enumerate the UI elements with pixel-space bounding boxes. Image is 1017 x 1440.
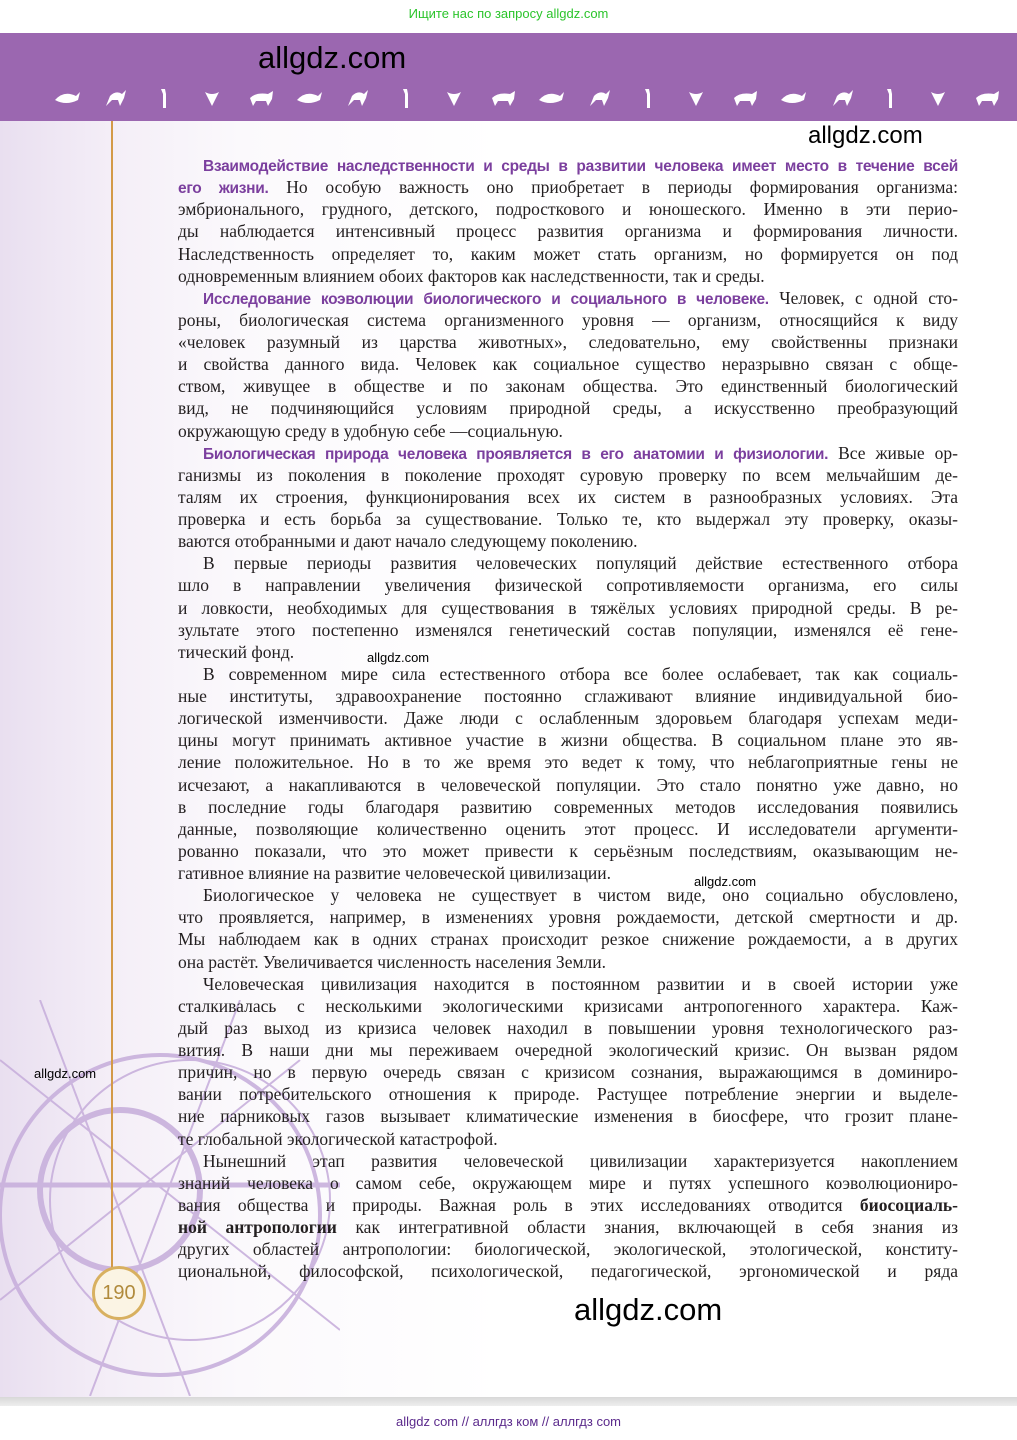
text-line: эмбрионального, грудного, детского, подросткового и юношеского. Именно в эти перио- xyxy=(178,199,958,220)
text-run: Но особую важность оно приобретает в периоды формирования организма: xyxy=(268,177,958,198)
text-line: ление положительное. Но в то же время это ведет к тому, что неблагоприятные гены не xyxy=(178,752,958,773)
scorpion-icon xyxy=(488,86,518,110)
text-line: те глобальной экологической катастрофой. xyxy=(178,1128,498,1149)
text-line: ваются отобранными и дают начало следующему поколению. xyxy=(178,531,638,552)
text-line: талям их строения, функционирования всех их систем в разнообразных условиях. Эта xyxy=(178,486,958,507)
animal-icon-strip xyxy=(52,86,1002,110)
text-line: других областей антропологии: биологической, экологической, этологической, конститу- xyxy=(178,1239,958,1260)
butterfly-icon xyxy=(391,86,421,110)
text-line: циональной, философской, психологической, педагогической, эргономической и ряда xyxy=(178,1261,958,1282)
watermark: allgdz.com xyxy=(34,1066,97,1081)
text-line xyxy=(178,442,958,464)
insect-icon xyxy=(197,86,227,110)
text-line: сталкивалась с несколькими экологическими кризисами антропогенного характера. Каж- xyxy=(178,995,958,1016)
text-line xyxy=(178,287,958,309)
section-lead: Биологическая природа человека проявляется в его анатомии и физиологии. xyxy=(203,445,829,463)
text-line: знаний человека о самом себе, окружающем мире и путях успешного коэволюциониро- xyxy=(178,1172,958,1193)
dolphin-icon xyxy=(52,86,82,110)
bison-icon xyxy=(246,86,276,110)
section-lead: его жизни. xyxy=(178,180,269,198)
antelope-icon xyxy=(681,86,711,110)
text-line xyxy=(178,154,958,176)
deco-circle xyxy=(40,1110,200,1270)
watermark: allgdz.com xyxy=(574,1292,723,1327)
text-line: зультате этого постепенно изменялся генетический состав популяции, изменялся её гене- xyxy=(178,619,958,640)
text-line xyxy=(178,176,958,198)
section-lead: Исследование коэволюции биологического и социального в человеке. xyxy=(203,290,769,308)
text-run: как интегративной области знания, включающей в себя знания из xyxy=(336,1217,959,1237)
bold-term: биосоциаль- xyxy=(859,1194,958,1215)
text-line: она растёт. Увеличивается численность населения Земли. xyxy=(178,951,607,972)
page-edge xyxy=(0,1397,1017,1406)
watermark: allgdz.com xyxy=(808,122,923,149)
watermark: allgdz.com xyxy=(367,650,430,665)
text-line: вития. В наши дни мы переживаем очередной экологический кризис. Он вызван рядом xyxy=(178,1040,958,1060)
text-line: цины могут принимать активное участие в жизни общества. В социальном плане это яв- xyxy=(178,730,958,751)
text-line: ством, живущее в обществе и по законам общества. Это единственный биологический xyxy=(178,376,958,397)
elephant-icon xyxy=(439,86,469,110)
bold-term: ной антропологии xyxy=(178,1217,337,1237)
text-run: Человек, с одной сто- xyxy=(768,287,958,308)
text-line: Нынешний этап развития человеческой цивилизации характеризуется накоплением xyxy=(203,1150,958,1171)
butterfly-icon xyxy=(972,86,1002,110)
giraffe-icon xyxy=(149,86,179,110)
section-lead: Взаимодействие наследственности и среды в развитии человека имеет место в течение всей xyxy=(203,158,958,175)
text-line: тический фонд. xyxy=(178,641,295,662)
text-line: ные институты, здравоохранение постоянно сглаживают влияние индивидуальной био- xyxy=(178,686,958,706)
watermark: allgdz.com xyxy=(694,874,757,889)
header-band xyxy=(0,33,1017,121)
text-line: вании потребительского отношения к природе. Растущее потребление энергии и выделе- xyxy=(178,1084,958,1105)
text-line: дый раз выход из кризиса человек находил в повышении уровня технологического раз- xyxy=(178,1017,958,1038)
ostrich-icon xyxy=(294,86,324,110)
text-line: проверка и есть борьба за существование. Только те, кто выдержал эту проверку, оказы- xyxy=(178,509,958,529)
text-line: исчезают, а накапливаются в человеческой популяции. Это стало понятно уже давно, но xyxy=(178,774,958,795)
text-line: ганизмы из поколения в поколение проходят суровую проверку по всем мельчайшим де- xyxy=(178,464,958,485)
text-line: В первые периоды развития человеческих популяций действие естественного отбора xyxy=(203,553,958,574)
text-line: Человеческая цивилизация находится в постоянном развитии и в своей истории уже xyxy=(203,973,958,994)
text-line: и свойства данного вида. Человек как социальное существо неразрывно связан с обще- xyxy=(178,354,958,375)
search-hint: Ищите нас по запросу allgdz.com xyxy=(408,6,609,21)
text-line: вид, не подчиняющийся условиям природной среды, а искусственно преобразующий xyxy=(178,398,958,419)
text-line: шло в направлении увеличения физической сопротивляемости организма, его силы xyxy=(178,575,958,596)
text-line: В современном мире сила естественного отбора все более ослабевает, так как социаль- xyxy=(203,663,958,684)
horse-icon xyxy=(536,86,566,110)
body-text xyxy=(178,154,958,1282)
antelope-icon xyxy=(100,86,130,110)
bird-icon xyxy=(584,86,614,110)
text-line: что проявляется, например, в изменениях уровня рождаемости, детской смертности и др. xyxy=(178,907,958,928)
text-line: в последние годы благодаря развитию современных методов исследования появились xyxy=(178,796,958,817)
text-line: гативное влияние на развитие человеческой цивилизации. xyxy=(178,863,612,883)
ostrich-icon xyxy=(875,86,905,110)
page-number: 190 xyxy=(92,1266,146,1320)
dolphin-icon xyxy=(633,86,663,110)
margin-rule xyxy=(111,121,113,1269)
text-line: окружающую среду в удобную себе —социальную. xyxy=(178,420,563,441)
text-line xyxy=(178,1194,958,1216)
text-run: вания общества и природы. Важная роль в этих исследованиях отводится xyxy=(178,1194,860,1215)
text-line: данные, позволяющие количественно оценить этот процесс. И исследователи аргументи- xyxy=(178,818,958,839)
text-line: ды наблюдается интенсивный процесс развития организма и формирования личности. xyxy=(178,221,958,242)
gazelle-icon xyxy=(342,86,372,110)
giraffe-icon xyxy=(730,86,760,110)
text-line: логической изменчивости. Даже люди с ослабленным здоровьем благодаря успехам меди- xyxy=(178,708,958,729)
text-line: роны, биологическая система организменного уровня — организм, относящийся к виду xyxy=(178,309,958,330)
text-line: одновременным влиянием обоих факторов как наследственности, так и среды. xyxy=(178,265,765,286)
text-run: Все живые ор- xyxy=(828,442,958,463)
text-line: ние парниковых газов вызывает климатические изменения в биосфере, что грозит плане- xyxy=(178,1106,958,1127)
watermark: allgdz.com xyxy=(258,40,407,75)
text-line xyxy=(178,1216,958,1238)
footer-note: allgdz com // аллгдз ком // аллгдз com xyxy=(395,1414,622,1429)
text-line: Биологическое у человека не существует в чистом виде, оно социально обусловлено, xyxy=(203,885,958,906)
text-line: «человек разумный из царства животных», следовательно, ему свойственны признаки xyxy=(178,332,958,352)
text-line: Мы наблюдаем как в одних странах происходит резкое снижение рождаемости, а в других xyxy=(178,929,958,950)
gazelle-icon xyxy=(923,86,953,110)
insect-icon xyxy=(778,86,808,110)
bison-icon xyxy=(827,86,857,110)
text-line: причин, но в первую очередь связан с кризисом сознания, выражающимся в доминиро- xyxy=(178,1062,958,1083)
text-line: рованно показали, что это может привести к серьёзным последствиям, оказывающим не- xyxy=(178,840,958,861)
text-line: и ловкости, необходимых для существования в тяжёлых условиях природной среды. В ре- xyxy=(178,597,958,618)
text-line: Наследственность определяет то, каким может стать организм, но формируется он под xyxy=(178,243,958,264)
